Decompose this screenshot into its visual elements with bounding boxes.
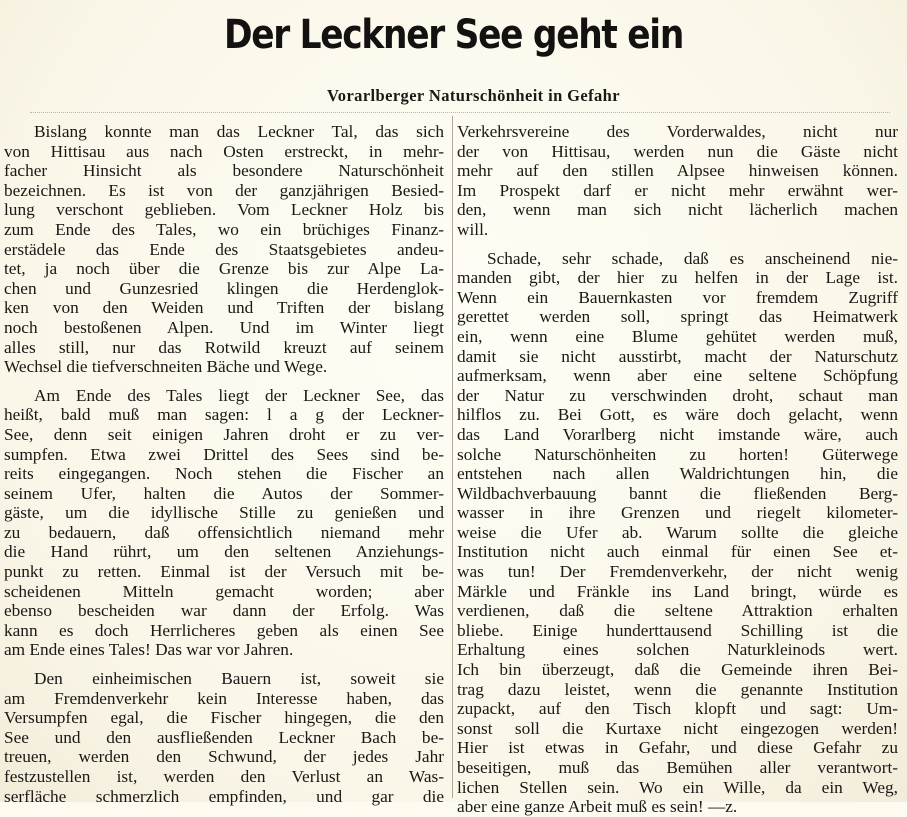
text-line: am Ende eines Tales! Das war vor Jahren. [4,640,294,660]
text-line: lung verschont geblieben. Vom Leckner Holz bis [4,200,444,220]
text-line: entstehen nach allen Waldrichtungen hin, die [457,464,898,484]
text-line: Versumpfen egal, die Fischer hingegen, die den [4,708,444,728]
text-line: Schade, sehr schade, daß es anscheinend nie- [487,248,898,268]
text-line: beseitigen, muß das Bemühen aller verantwort- [457,758,898,777]
text-line: facher Hinsicht als besondere Naturschönheit [4,161,444,181]
text-line: chen und Gunzesried klingen die Herdenglok- [4,278,444,298]
text-line: See, denn seit einigen Jahren droht er zu ver- [4,424,444,444]
text-line: wasser in ihre Grenzen und riegelt kilometer- [457,503,898,523]
text-line: trag dazu leistet, wenn die genannte Institution [457,679,898,699]
text-line: Wechsel die tiefverschneiten Bäche und Wege. [4,357,328,377]
text-line: ken von den Weiden und Triften der bislang [4,298,444,318]
text-line: solche Naturschönheiten zu horten! Güterwege [457,444,898,464]
text-line: heißt, bald muß man sagen: l a g der Leckner- [4,405,444,425]
text-line: Wenn ein Bauernkasten vor fremdem Zugriff [457,287,898,307]
text-line: sonst soll die Kurtaxe nicht eingezogen werden! [457,718,898,738]
text-line: gerettet werden soll, springt das Heimatwerk [457,307,898,327]
text-line: von Hittisau aus nach Osten erstreckt, in mehr- [4,141,444,161]
text-line: gäste, um die idyllische Stille zu genießen und [4,503,444,523]
article-subheadline: Vorarlberger Naturschönheit in Gefahr [327,86,620,105]
text-line: seinem Ufer, halten die Autos der Sommer- [4,483,444,503]
text-line: punkt zu retten. Einmal ist der Versuch mit be- [4,562,444,582]
text-line: manden gibt, der hier zu helfen in der Lage ist. [457,268,898,288]
text-line: Den einheimischen Bauern ist, soweit sie [34,669,444,689]
text-line: was tun! Der Fremdenverkehr, der nicht wenig [457,562,898,582]
text-line: ebenso bescheiden war dann der Erfolg. Was [4,601,444,621]
text-line: reits eingegangen. Noch stehen die Fischer an [4,464,444,484]
article-paragraph [4,669,444,806]
text-line: Institution nicht auch einmal für einen See et- [457,542,898,562]
header-divider [30,112,890,113]
article-headline: Der Leckner See geht ein [223,12,684,58]
text-line: am Fremdenverkehr kein Interesse haben, das [4,688,444,708]
text-line: die Hand rührt, um den seltenen Anziehungs- [4,542,444,562]
text-line: weise die Ufer ab. Warum sollte die gleiche [457,522,898,542]
text-line: kann es doch Herrlicheres geben als einen See [4,620,444,640]
text-line: Im Prospekt darf er nicht mehr erwähnt wer- [457,180,898,200]
text-line: bezeichnen. Es ist von der ganzjährigen Besied- [4,180,444,200]
article-paragraph [4,386,444,660]
text-line: Erhaltung eines solchen Naturkleinods wert. [457,640,898,660]
text-line: ein, wenn eine Blume gehütet werden muß, [457,326,898,346]
text-line: zu bedauern, daß offensichtlich niemand mehr [4,522,444,542]
text-line: den, wenn man sich nicht lächerlich machen [457,200,898,220]
text-line: verdienen, daß die seltene Attraktion erhalten [457,601,898,621]
text-line: erstädele das Ende des Staatsgebietes andeu- [4,239,444,259]
text-line: See und den ausfließenden Leckner Bach be- [4,727,444,747]
text-line: sumpfen. Etwa zwei Drittel des Sees sind be- [4,444,444,464]
text-line: lichen Stellen sein. Wo ein Wille, da ein Weg, [457,777,898,797]
text-line: zupackt, auf den Tisch klopft und sagt: Um- [457,699,898,719]
text-line: der Natur zu verschwinden droht, schaut man [457,385,898,405]
text-line: noch bestoßenen Alpen. Und im Winter liegt [4,317,444,337]
text-line: bliebe. Einige hunderttausend Schilling ist die [457,620,898,640]
text-line: Märkle und Fränkle ins Land bringt, würde es [457,581,898,601]
text-line: Am Ende des Tales liegt der Leckner See, das [34,385,444,405]
text-line: hilflos zu. Bei Gott, es wäre doch gelacht, wenn [457,405,898,425]
text-line: alles still, nur das Rotwild kreuzt auf seinem [4,337,444,357]
article-column-left [4,122,444,806]
article-paragraph [4,122,444,377]
text-line: will. [457,219,489,239]
text-line: Hier ist etwas in Gefahr, und diese Gefahr zu [457,738,898,758]
text-line: Bislang konnte man das Leckner Tal, das sich [34,122,444,141]
text-line: scheidenen Mitteln gemacht worden; aber [4,581,444,601]
text-line: zum Ende des Tales, wo ein brüchiges Finanz- [4,219,444,239]
text-line: Verkehrsvereine des Vorderwaldes, nicht nur [457,122,898,141]
text-line: das Land Vorarlberg nicht imstande wäre, auch [457,424,898,444]
text-line: aufmerksam, wenn aber eine seltene Schöpfung [457,366,898,386]
text-line: der von Hittisau, werden nun die Gäste nicht [457,141,898,161]
article-column-right [457,122,898,817]
text-line: aber eine ganze Arbeit muß es sein! —z. [457,797,738,817]
text-line: tet, ja noch über die Grenze bis zur Alpe La- [4,259,444,279]
text-line: damit sie nicht ausstirbt, macht der Naturschutz [457,346,898,366]
article-paragraph [457,122,898,240]
text-line: serfläche schmerzlich empfinden, und gar die [4,786,444,806]
text-line: mehr auf den stillen Alpsee hinweisen können. [457,161,898,181]
text-line: treuen, werden den Schwund, der jedes Jahr [4,747,444,767]
text-line: Ich bin überzeugt, daß die Gemeinde ihren Bei- [457,660,898,680]
text-line: festzustellen ist, werden den Verlust an Was- [4,767,444,786]
article-paragraph [457,249,898,817]
text-line: Wildbachverbauung bannt die fließenden Berg- [457,483,898,503]
column-divider [452,116,453,798]
